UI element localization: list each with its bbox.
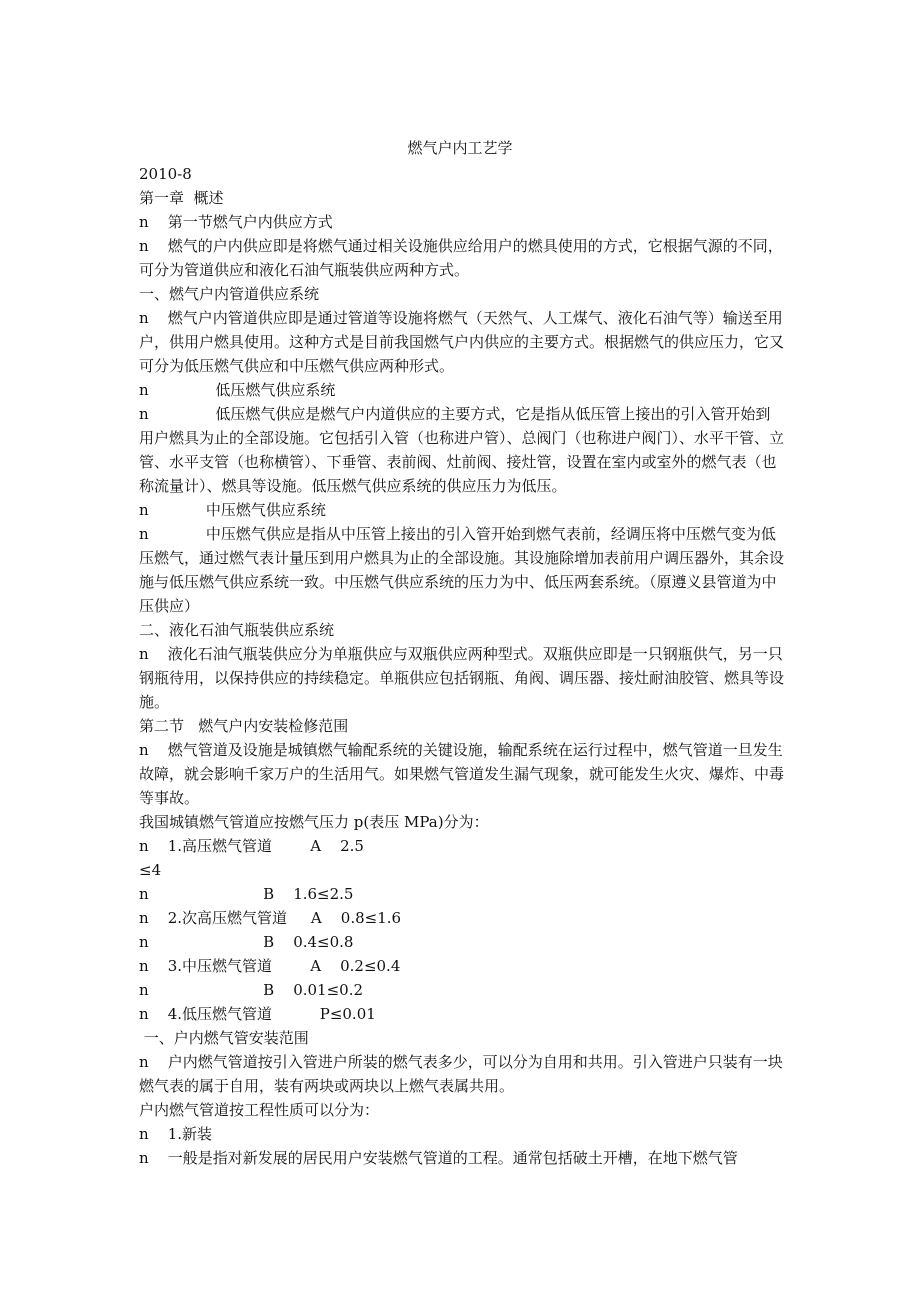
paragraph: n 中压燃气供应是指从中压管上接出的引入管开始到燃气表前，经调压将中压燃气变为低压燃气，通过燃气表计量压到用户燃具为止的全部设施。其设施除增加表前用户调压器外，其余设施与低压燃气供应系统一致。中压燃气供应系统的压力为中、低压两套系统。（原遵义县管道为中压供应） bbox=[139, 525, 785, 615]
pressure-row: n 4.低压燃气管道 P≤0.01 bbox=[139, 1005, 376, 1023]
bullet-heading: n 中压燃气供应系统 bbox=[139, 501, 326, 519]
paragraph: n 低压燃气供应是燃气户内道供应的主要方式，它是指从低压管上接出的引入管开始到用户燃具为止的全部设施。它包括引入管（也称进户管）、总阀门（也称进户阀门）、水平干管、立管、水平支管（也称横管）、下垂管、表前阀、灶前阀、接灶管，设置在室内或室外的燃气表（也称流量计）、燃具等设施。低压燃气供应系统的供应压力为低压。 bbox=[139, 405, 785, 495]
chapter-heading: 第一章 概述 bbox=[139, 189, 224, 207]
document-body bbox=[139, 162, 784, 1170]
paragraph: n 液化石油气瓶装供应分为单瓶供应与双瓶供应两种型式。双瓶供应即是一只钢瓶供气，另一只钢瓶待用，以保持供应的持续稳定。单瓶供应包括钢瓶、角阀、调压器、接灶耐油胶管、燃具等设施。 bbox=[139, 645, 785, 711]
pressure-row: n 3.中压燃气管道 A 0.2≤0.4 bbox=[139, 957, 401, 975]
pressure-row: n 2.次高压燃气管道 A 0.8≤1.6 bbox=[139, 909, 402, 927]
subsection-heading: 二、液化石油气瓶装供应系统 bbox=[139, 621, 335, 639]
subsection-heading: 一、户内燃气管安装范围 bbox=[139, 1029, 309, 1047]
subsection-heading: 一、燃气户内管道供应系统 bbox=[139, 285, 320, 303]
bullet-heading: n 低压燃气供应系统 bbox=[139, 381, 336, 399]
date-line: 2010-8 bbox=[139, 165, 192, 183]
list-item: n 1.新装 bbox=[139, 1125, 213, 1143]
paragraph: n 燃气的户内供应即是将燃气通过相关设施供应给用户的燃具使用的方式，它根据气源的不同，可分为管道供应和液化石油气瓶装供应两种方式。 bbox=[139, 237, 783, 279]
paragraph: n 一般是指对新发展的居民用户安装燃气管道的工程。通常包括破土开槽，在地下燃气管 bbox=[139, 1149, 738, 1167]
section-heading: 第二节 燃气户内安装检修范围 bbox=[139, 717, 349, 735]
paragraph: n 户内燃气管道按引入管进户所装的燃气表多少，可以分为自用和共用。引入管进户只装有一块燃气表的属于自用，装有两块或两块以上燃气表属共用。 bbox=[139, 1053, 783, 1095]
paragraph-intro: 户内燃气管道按工程性质可以分为： bbox=[139, 1101, 380, 1119]
pressure-row: ≤4 bbox=[139, 861, 162, 879]
pressure-row: n B 0.01≤0.2 bbox=[139, 981, 364, 999]
section-heading: n 第一节燃气户内供应方式 bbox=[139, 213, 333, 231]
paragraph: n 燃气户内管道供应即是通过管道等设施将燃气（天然气、人工煤气、液化石油气等）输送至用户，供用户燃具使用。这种方式是目前我国燃气户内供应的主要方式。根据燃气的供应压力，它又可分为低压燃气供应和中压燃气供应两种形式。 bbox=[139, 309, 785, 375]
pressure-row: n B 1.6≤2.5 bbox=[139, 885, 354, 903]
paragraph: n 燃气管道及设施是城镇燃气输配系统的关键设施，输配系统在运行过程中，燃气管道一旦发生故障，就会影响千家万户的生活用气。如果燃气管道发生漏气现象，就可能发生火灾、爆炸、中毒等事故。 bbox=[139, 741, 785, 807]
pressure-row: n 1.高压燃气管道 A 2.5 bbox=[139, 837, 364, 855]
pressure-intro: 我国城镇燃气管道应按燃气压力 p(表压 MPa)分为： bbox=[139, 813, 489, 831]
pressure-row: n B 0.4≤0.8 bbox=[139, 933, 354, 951]
document-title: 燃气户内工艺学 bbox=[407, 139, 513, 157]
